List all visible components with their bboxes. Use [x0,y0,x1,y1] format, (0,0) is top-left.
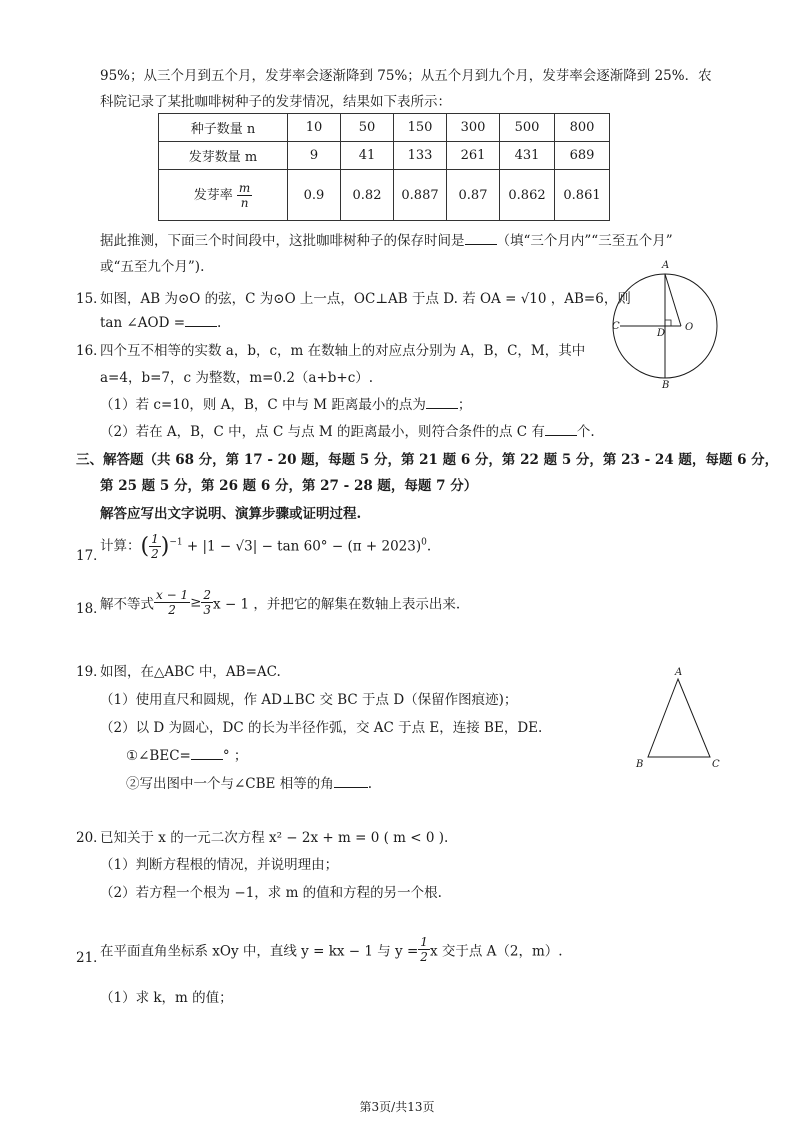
q15-text: 如图，AB 为⊙O 的弦，C 为⊙O 上一点，OC⊥AB 于点 D. 若 OA = √10 ，AB=6，则 [100,291,631,307]
fraction-denominator: 2 [168,603,176,617]
half-fraction [418,935,430,964]
q19-sub-1-text: ①∠BEC= [126,748,191,764]
question-number: 15． [76,291,107,307]
q19-sub-2 [126,772,372,792]
q20-part-1: （1）判断方程根的情况，并说明理由； [100,857,339,873]
table-row [159,142,610,170]
circle-figure [612,256,730,391]
section-heading-line-2: 第 25 题 5 分，第 26 题 6 分，第 27 - 28 题，每题 7 分） [100,478,478,494]
q15-end: . [217,315,222,331]
answer-blank [465,232,497,245]
table-cell: 0.887 [394,170,447,221]
intro-line-2: 科院记录了某批咖啡树种子的发芽情况，结果如下表所示： [100,94,451,110]
q21-text-end: x 交于点 A（2，m）. [429,943,563,960]
q16-part-2-text: （2）若在 A，B，C 中，点 C 与点 M 的距离最小，则符合条件的点 C 有 [100,424,545,440]
fraction-numerator: 2 [203,588,212,602]
q21-line-1 [100,935,563,964]
q15-line-2 [100,314,221,331]
question-number: 16． [76,343,107,359]
point-label-b: B [662,380,670,391]
table-row-label: 种子数量 n [159,114,288,142]
answer-blank [334,775,368,788]
intro-line-1: 95%；从三个月到五个月，发芽率会逐渐降到 75%；从五个月到九个月，发芽率会逐渐降到 25%．农 [100,68,712,84]
table-cell: 0.87 [447,170,500,221]
ge-sign: ≥ [190,594,202,611]
fraction-2-over-3 [201,588,213,617]
table-row [159,114,610,142]
exponent-zero: 0 [421,537,427,548]
answer-blank [545,423,577,436]
seed-germination-table [158,113,610,221]
table-cell: 0.82 [341,170,394,221]
q19-sub-2-text: ②写出图中一个与∠CBE 相等的角 [126,776,334,792]
q16-part-1-text: （1）若 c=10，则 A，B，C 中与 M 距离最小的点为 [100,397,426,413]
table-cell: 150 [394,114,447,142]
table-cell: 431 [500,142,555,170]
point-label-c: C [712,759,720,770]
q19-sub-1 [126,744,247,764]
q16-part-2 [100,420,595,440]
question-number: 19． [76,664,107,680]
table-row-label: 发芽数量 m [159,142,288,170]
rate-label: 发芽率 [193,187,233,203]
q16-line-1: 四个互不相等的实数 a，b，c，m 在数轴上的对应点分别为 A，B，C，M，其中 [100,343,586,359]
fraction-numerator: 1 [151,532,159,546]
fraction-numerator: 1 [420,935,428,949]
page-footer: 第3页/共13页 [359,1100,435,1114]
table-cell: 261 [447,142,500,170]
section-instruction: 解答应写出文字说明、演算步骤或证明过程. [100,506,362,522]
q14-text: 据此推测，下面三个时间段中，这批咖啡树种子的保存时间是 [100,233,465,249]
q19-line-1: 如图，在△ABC 中，AB=AC. [100,664,281,680]
point-label-c: C [612,321,620,332]
q14-text-options: （填“三个月内”“三至五个月” [496,233,673,249]
question-number: 21． [76,950,107,966]
table-cell: 10 [288,114,341,142]
q14-question-line [100,229,673,249]
answer-blank [191,747,223,760]
fraction-denominator: 3 [203,603,212,617]
q19-sub-2-end: . [367,776,373,792]
table-cell: 0.861 [555,170,610,221]
q16-part-2-end: 个. [576,424,595,440]
point-label-b: B [636,759,644,770]
section-heading: 三、解答题（共 68 分，第 17 - 20 题，每题 5 分，第 21 题 6 分，第 22 题 5 分，第 23 - 24 题，每题 6 分， [76,452,779,468]
fraction-denominator: 2 [151,547,159,561]
fraction-denominator: 2 [420,950,428,964]
question-number: 20． [76,830,107,846]
exponent: −1 [169,537,183,548]
table-row-label [159,170,288,221]
point-label-d: D [657,328,666,339]
q20-part-2: （2）若方程一个根为 −1，求 m 的值和方程的另一个根. [100,885,442,901]
table-cell: 0.9 [288,170,341,221]
point-label-a: A [662,260,670,271]
q19-part-2: （2）以 D 为圆心，DC 的长为半径作弧，交 AC 于点 E，连接 BE，DE. [100,720,543,736]
fraction-denominator: n [240,195,249,210]
q18-rest: x − 1 ，并把它的解集在数轴上表示出来. [213,596,461,613]
table-cell: 500 [500,114,555,142]
fraction-x-minus-1-over-2 [154,588,190,617]
question-number: 17． [76,548,107,564]
table-cell: 0.862 [500,170,555,221]
q17-label: 计算： [100,538,141,554]
table-cell: 50 [341,114,394,142]
q19-sub-1-end: ° ； [222,748,248,764]
q16-line-2: a=4，b=7，c 为整数，m=0.2（a+b+c）. [100,370,374,386]
table-cell: 689 [555,142,610,170]
rate-fraction [237,181,252,210]
q18-label: 解不等式 [100,596,154,613]
table-cell: 300 [447,114,500,142]
q19-part-1: （1）使用直尺和圆规，作 AD⊥BC 交 BC 于点 D（保留作图痕迹)； [100,692,518,708]
point-label-a: A [675,667,683,678]
q17-rest: + |1 − √3| − tan 60° − (π + 2023) [182,538,422,555]
answer-blank [426,396,458,409]
q17-end: . [426,538,432,555]
q17-expression: 计算：( $\frac{1}{2}$ )$^{-1} + |1 - √3| - \tan 60^\circ - (\pi + 2023)^0$. [100,532,432,561]
q16-part-1-end: ； [457,397,472,413]
half-fraction [149,532,161,561]
table-cell: 133 [394,142,447,170]
answer-blank [185,314,217,327]
triangle-figure [630,665,740,775]
table-cell: 9 [288,142,341,170]
q16-part-1 [100,393,471,413]
q18-expression [100,588,460,617]
fraction-numerator: x − 1 [156,588,189,602]
q21-part-1: （1）求 k，m 的值； [100,990,233,1006]
fraction-numerator: m [238,180,251,195]
point-label-o: O [685,322,694,333]
q20-line-1: 已知关于 x 的一元二次方程 x² − 2x + m = 0 ( m < 0 ). [100,830,449,846]
question-number: 18． [76,601,107,617]
q15-tan: tan ∠AOD = [100,315,186,331]
table-cell: 41 [341,142,394,170]
q21-text: 在平面直角坐标系 xOy 中，直线 y = kx − 1 与 y = [100,943,419,960]
table-row [159,170,610,221]
table-cell: 800 [555,114,610,142]
q14-line-2: 或“五至九个月”). [100,259,205,275]
